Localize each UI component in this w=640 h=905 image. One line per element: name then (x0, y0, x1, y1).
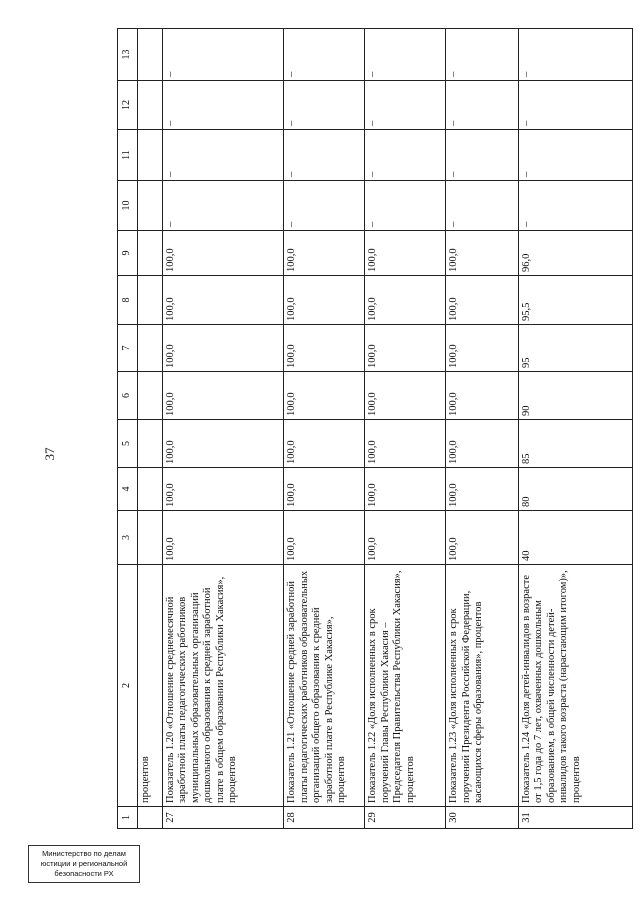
cell-value: 100,0 (162, 511, 283, 565)
cell-value: – (518, 29, 632, 81)
col-header: 11 (118, 130, 138, 181)
cell-value: – (365, 29, 446, 81)
stamp-line: безопасности РХ (54, 869, 114, 878)
cell-value: 90 (518, 372, 632, 420)
indicator-name: Показатель 1.20 «Отношение среднемесячной заработной платы педагогических работников муниципальных образовательных организаций дошкольного образования к средней заработной плате в общем образовании Республики Хакасия», процентов (162, 565, 283, 807)
cell-value: 96,0 (518, 231, 632, 276)
indicator-table (117, 28, 633, 829)
cell-value: 100,0 (365, 372, 446, 420)
cell-value: 100,0 (284, 325, 365, 372)
cell-value: 100,0 (284, 372, 365, 420)
cell-value: 100,0 (446, 325, 519, 372)
indicator-name: Показатель 1.24 «Доля детей-инвалидов в возрасте от 1,5 года до 7 лет, охваченных дошкольным образованием, в общей численности детей-инвалидов такого возраста (нарастающим итогом)», процентов (518, 565, 632, 807)
cell-value: – (162, 130, 283, 181)
cell-value: – (365, 81, 446, 130)
cell-value: 100,0 (365, 276, 446, 325)
cell-value: – (518, 81, 632, 130)
row-number: 29 (365, 807, 446, 829)
row-number: 30 (446, 807, 519, 829)
cell-value: 100,0 (365, 511, 446, 565)
cell-value: – (284, 181, 365, 231)
stamp-line: юстиции и региональной (40, 859, 128, 868)
continuation-text: процентов (137, 565, 162, 807)
cell-value: 95,5 (518, 276, 632, 325)
cell-value: – (284, 81, 365, 130)
row-number: 28 (284, 807, 365, 829)
cell-value: 100,0 (365, 325, 446, 372)
table-row (518, 29, 632, 829)
cell-value: 95 (518, 325, 632, 372)
col-header: 10 (118, 181, 138, 231)
cell-value: – (284, 29, 365, 81)
cell-value: 100,0 (284, 231, 365, 276)
col-header: 9 (118, 231, 138, 276)
cell-value: 100,0 (284, 276, 365, 325)
table-row (284, 29, 365, 829)
cell-value: – (518, 130, 632, 181)
cell-value: 100,0 (162, 325, 283, 372)
table-row (446, 29, 519, 829)
indicator-name: Показатель 1.23 «Доля исполненных в срок поручений Президента Российской Федерации, касающихся сферы образования», процентов (446, 565, 519, 807)
cell-value: – (365, 181, 446, 231)
cell-value: – (446, 130, 519, 181)
col-header: 12 (118, 81, 138, 130)
cell-value: 100,0 (284, 511, 365, 565)
cell-value: – (446, 181, 519, 231)
stamp-line: Министерство по делам (42, 849, 126, 858)
cell-value: – (162, 29, 283, 81)
cell-value: – (162, 81, 283, 130)
cell-value: 100,0 (162, 420, 283, 468)
col-header: 13 (118, 29, 138, 81)
row-number: 27 (162, 807, 283, 829)
cell-value: 100,0 (446, 468, 519, 511)
col-header: 8 (118, 276, 138, 325)
page-number: 37 (42, 447, 57, 461)
col-header: 3 (118, 511, 138, 565)
col-header: 4 (118, 468, 138, 511)
cell-value: – (518, 181, 632, 231)
cell-value: 100,0 (162, 276, 283, 325)
header-row (118, 29, 138, 829)
table-row (162, 29, 283, 829)
cell-value: 100,0 (446, 420, 519, 468)
col-header: 1 (118, 807, 138, 829)
cell-value: – (284, 130, 365, 181)
cell-value: – (365, 130, 446, 181)
cell-value: 100,0 (446, 372, 519, 420)
col-header: 6 (118, 372, 138, 420)
cell-value: 100,0 (162, 372, 283, 420)
cell-value: 100,0 (446, 231, 519, 276)
cell-value: – (162, 181, 283, 231)
cell-value: 100,0 (284, 468, 365, 511)
cell-value: 85 (518, 420, 632, 468)
cell-value: 100,0 (162, 468, 283, 511)
cell-value: 100,0 (365, 420, 446, 468)
cell-value: – (446, 81, 519, 130)
row-number: 31 (518, 807, 632, 829)
indicator-name: Показатель 1.22 «Доля исполненных в срок поручений Главы Республики Хакасия – Председателя Правительства Республики Хакасия», процентов (365, 565, 446, 807)
cell-value: 40 (518, 511, 632, 565)
col-header: 5 (118, 420, 138, 468)
registration-stamp (28, 845, 140, 883)
cell-value: 100,0 (446, 276, 519, 325)
col-header: 7 (118, 325, 138, 372)
cell-value: 80 (518, 468, 632, 511)
cell-value: 100,0 (365, 468, 446, 511)
cell-value: 100,0 (446, 511, 519, 565)
indicator-name: Показатель 1.21 «Отношение средней заработной платы педагогических работников образовательных организаций общего образования к средней заработной плате в Республике Хакасия», процентов (284, 565, 365, 807)
cell-value: 100,0 (284, 420, 365, 468)
cell-value: 100,0 (162, 231, 283, 276)
rotated-table-container (117, 29, 633, 829)
col-header: 2 (118, 565, 138, 807)
table-row (365, 29, 446, 829)
cell-value: – (446, 29, 519, 81)
cell-value: 100,0 (365, 231, 446, 276)
continuation-row (137, 29, 162, 829)
